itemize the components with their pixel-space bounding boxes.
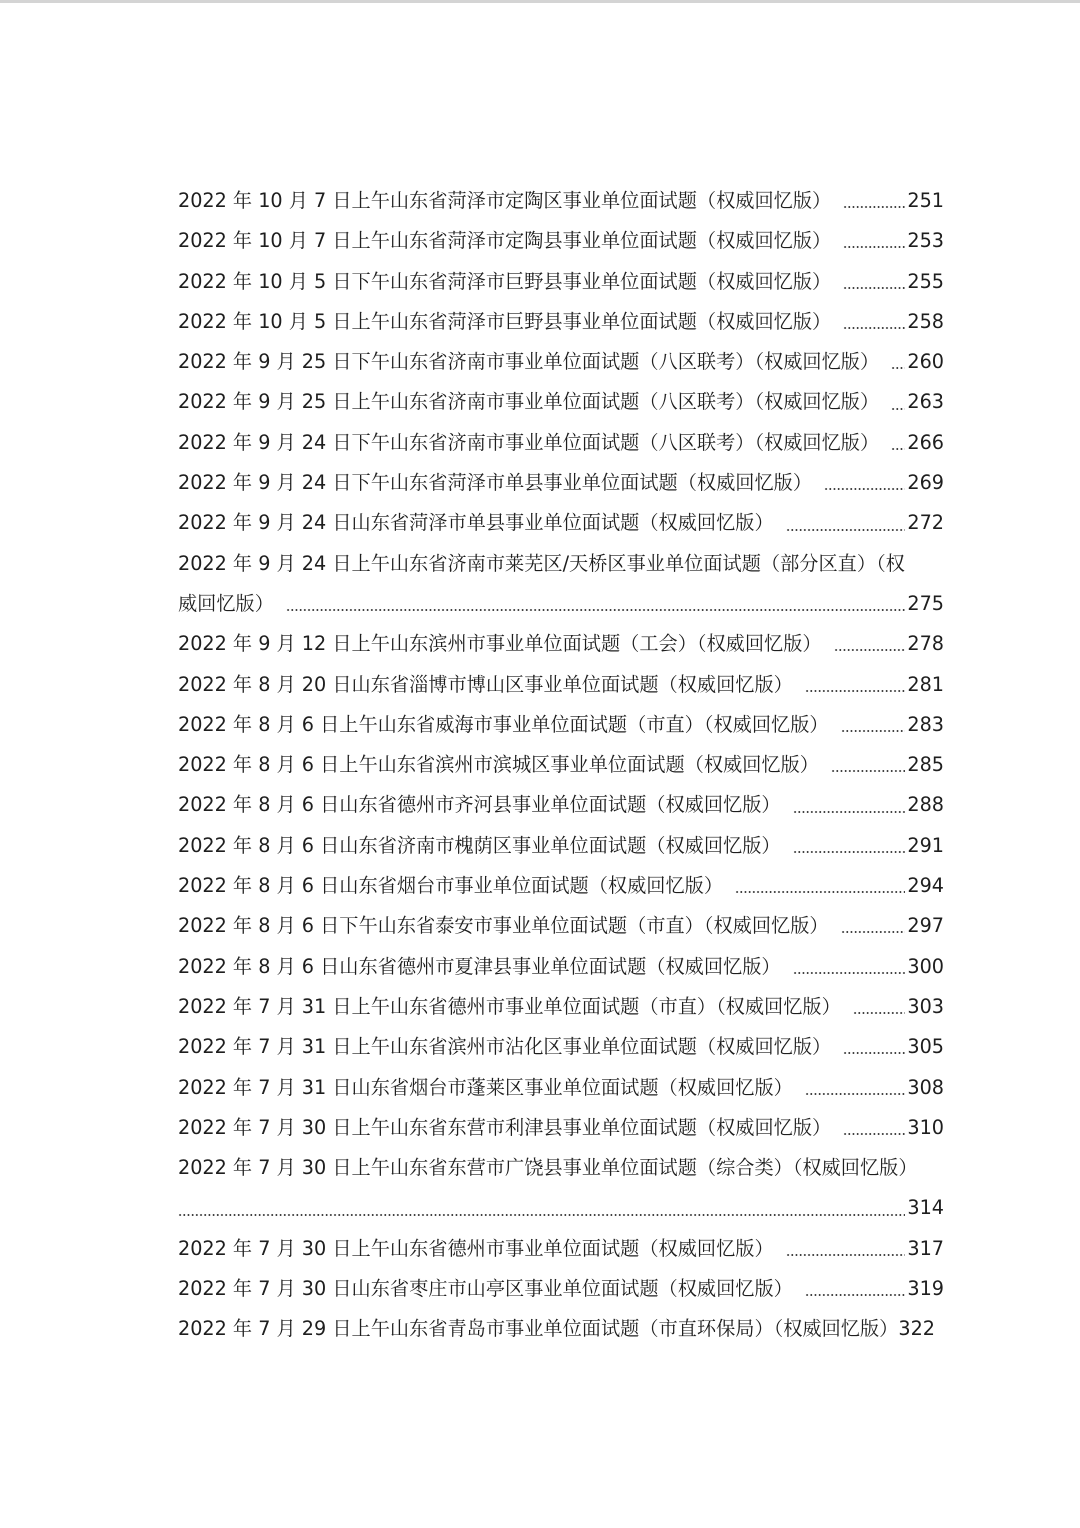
toc-entry-page-number: 310 <box>907 1115 944 1139</box>
dot-leader <box>805 1089 906 1099</box>
dot-leader <box>843 1048 905 1058</box>
toc-entry[interactable] <box>178 745 944 785</box>
toc-entry[interactable] <box>178 221 944 261</box>
toc-entry[interactable] <box>178 1309 944 1349</box>
toc-line <box>178 1068 944 1108</box>
toc-line <box>178 544 944 584</box>
toc-entry[interactable] <box>178 1068 944 1108</box>
toc-entry-title: 2022 年 8 月 6 日山东省德州市齐河县事业单位面试题（权威回忆版） <box>178 793 781 817</box>
toc-entry-title: 2022 年 9 月 24 日上午山东省济南市莱芜区/天桥区事业单位面试题（部分区直）（权 <box>178 551 905 575</box>
toc-entry[interactable] <box>178 1108 944 1148</box>
toc-entry[interactable] <box>178 262 944 302</box>
toc-line <box>178 382 944 422</box>
toc-entry[interactable] <box>178 665 944 705</box>
dot-leader <box>891 404 905 414</box>
toc-entry[interactable] <box>178 544 944 625</box>
dot-leader <box>843 323 905 333</box>
toc-line <box>178 1108 944 1148</box>
toc-line <box>178 624 944 664</box>
toc-entry-title: 2022 年 8 月 6 日山东省烟台市事业单位面试题（权威回忆版） <box>178 874 724 898</box>
dot-leader <box>834 645 906 655</box>
toc-entry-title: 2022 年 8 月 6 日上午山东省威海市事业单位面试题（市直）（权威回忆版） <box>178 712 829 736</box>
toc-entry-page-number: 297 <box>907 914 944 938</box>
toc-entry-title: 2022 年 7 月 30 日上午山东省德州市事业单位面试题（权威回忆版） <box>178 1236 774 1260</box>
toc-entry-title: 2022 年 9 月 24 日山东省菏泽市单县事业单位面试题（权威回忆版） <box>178 511 774 535</box>
dot-leader <box>793 968 906 978</box>
toc-entry-title: 2022 年 10 月 5 日下午山东省菏泽市巨野县事业单位面试题（权威回忆版） <box>178 269 832 293</box>
toc-entry[interactable] <box>178 705 944 745</box>
toc-entry-page-number: 281 <box>907 672 944 696</box>
toc-entry-page-number: 260 <box>907 350 944 374</box>
toc-line <box>178 866 944 906</box>
toc-entry-page-number: 272 <box>907 511 944 535</box>
dot-leader <box>786 525 906 535</box>
toc-entry[interactable] <box>178 826 944 866</box>
toc-line <box>178 785 944 825</box>
toc-entry-page-number: 314 <box>907 1196 944 1220</box>
toc-line <box>178 1229 944 1269</box>
toc-entry[interactable] <box>178 463 944 503</box>
toc-entry-page-number: 294 <box>907 874 944 898</box>
toc-line <box>178 745 944 785</box>
toc-line <box>178 262 944 302</box>
toc-entry-title: 2022 年 9 月 24 日下午山东省菏泽市单县事业单位面试题（权威回忆版） <box>178 471 813 495</box>
toc-line <box>178 665 944 705</box>
toc-entry-page-number: 291 <box>907 833 944 857</box>
toc-line <box>178 503 944 543</box>
toc-entry-page-number: 303 <box>907 994 944 1018</box>
toc-line <box>178 1027 944 1067</box>
toc-entry-page-number: 300 <box>907 954 944 978</box>
toc-entry[interactable] <box>178 906 944 946</box>
toc-entry-title: 2022 年 9 月 24 日下午山东省济南市事业单位面试题（八区联考）（权威回忆版） <box>178 430 880 454</box>
toc-line-continuation <box>178 1188 944 1228</box>
toc-entry-title: 2022 年 10 月 5 日上午山东省菏泽市巨野县事业单位面试题（权威回忆版） <box>178 309 832 333</box>
toc-entry[interactable] <box>178 987 944 1027</box>
dot-leader <box>805 1290 906 1300</box>
toc-line <box>178 1269 944 1309</box>
dot-leader <box>891 444 905 454</box>
toc-entry-title: 2022 年 10 月 7 日上午山东省菏泽市定陶区事业单位面试题（权威回忆版） <box>178 189 832 212</box>
dot-leader <box>178 1210 905 1220</box>
toc-line <box>178 423 944 463</box>
toc-entry[interactable] <box>178 866 944 906</box>
toc-entry[interactable] <box>178 1027 944 1067</box>
toc-entry[interactable] <box>178 423 944 463</box>
toc-entry-title: 2022 年 7 月 30 日上午山东省东营市广饶县事业单位面试题（综合类）（权威回忆版） <box>178 1156 918 1180</box>
toc-entry-page-number: 275 <box>907 591 944 615</box>
toc-line <box>178 221 944 261</box>
toc-entry-page-number: 253 <box>907 229 944 253</box>
dot-leader <box>793 847 906 857</box>
dot-leader <box>843 202 905 212</box>
toc-entry-page-number: 278 <box>907 632 944 656</box>
toc-entry-page-number: 251 <box>907 189 944 212</box>
toc-entry-title: 2022 年 8 月 6 日山东省济南市槐荫区事业单位面试题（权威回忆版） <box>178 833 781 857</box>
toc-entry-title: 2022 年 7 月 31 日上午山东省德州市事业单位面试题（市直）（权威回忆版） <box>178 994 841 1018</box>
table-of-contents <box>178 181 944 1350</box>
toc-entry[interactable] <box>178 785 944 825</box>
toc-entry-page-number: 255 <box>907 269 944 293</box>
toc-line <box>178 181 944 221</box>
toc-entry[interactable] <box>178 947 944 987</box>
toc-entry[interactable] <box>178 1148 944 1229</box>
toc-entry-page-number: 317 <box>907 1236 944 1260</box>
dot-leader <box>853 1008 906 1018</box>
toc-entry[interactable] <box>178 1269 944 1309</box>
toc-entry[interactable] <box>178 342 944 382</box>
toc-entry-page-number: 269 <box>907 471 944 495</box>
dot-leader <box>805 686 906 696</box>
toc-entry[interactable] <box>178 302 944 342</box>
toc-entry-title: 2022 年 10 月 7 日上午山东省菏泽市定陶县事业单位面试题（权威回忆版） <box>178 229 832 253</box>
toc-entry-title-continuation: 威回忆版） <box>178 591 274 615</box>
toc-entry-title: 2022 年 8 月 6 日下午山东省泰安市事业单位面试题（市直）（权威回忆版） <box>178 914 829 938</box>
dot-leader <box>286 605 905 615</box>
dot-leader <box>793 807 906 817</box>
toc-entry-title: 2022 年 7 月 30 日上午山东省东营市利津县事业单位面试题（权威回忆版） <box>178 1115 832 1139</box>
toc-entry[interactable] <box>178 382 944 422</box>
toc-entry-title: 2022 年 9 月 25 日下午山东省济南市事业单位面试题（八区联考）（权威回忆版） <box>178 350 880 374</box>
dot-leader <box>824 484 905 494</box>
toc-entry-page-number: 305 <box>907 1035 944 1059</box>
dot-leader <box>735 887 905 897</box>
toc-entry-title: 2022 年 7 月 31 日上午山东省滨州市沾化区事业单位面试题（权威回忆版） <box>178 1035 832 1059</box>
toc-entry-title: 2022 年 7 月 29 日上午山东省青岛市事业单位面试题（市直环保局）（权威回忆版） <box>178 1317 899 1341</box>
dot-leader <box>843 1129 905 1139</box>
toc-entry[interactable] <box>178 181 944 221</box>
toc-entry[interactable] <box>178 1229 944 1269</box>
toc-entry-title: 2022 年 8 月 6 日山东省德州市夏津县事业单位面试题（权威回忆版） <box>178 954 781 978</box>
dot-leader <box>841 726 906 736</box>
toc-entry-page-number: 266 <box>907 430 944 454</box>
toc-line <box>178 826 944 866</box>
toc-line <box>178 705 944 745</box>
toc-line <box>178 906 944 946</box>
toc-entry-page-number: 322 <box>898 1317 935 1341</box>
toc-line <box>178 1309 978 1349</box>
dot-leader <box>891 363 905 373</box>
toc-line <box>178 342 944 382</box>
toc-entry-title: 2022 年 8 月 6 日上午山东省滨州市滨城区事业单位面试题（权威回忆版） <box>178 753 819 777</box>
dot-leader <box>786 1250 906 1260</box>
toc-line <box>178 1148 944 1188</box>
toc-entry-page-number: 258 <box>907 309 944 333</box>
toc-entry-page-number: 288 <box>907 793 944 817</box>
toc-entry-title: 2022 年 7 月 30 日山东省枣庄市山亭区事业单位面试题（权威回忆版） <box>178 1277 793 1301</box>
dot-leader <box>843 283 905 293</box>
toc-line <box>178 987 944 1027</box>
toc-entry-page-number: 285 <box>907 753 944 777</box>
top-border <box>0 0 1080 3</box>
toc-entry-page-number: 263 <box>907 390 944 414</box>
toc-entry[interactable] <box>178 503 944 543</box>
dot-leader <box>831 766 905 776</box>
toc-line <box>178 947 944 987</box>
toc-entry[interactable] <box>178 624 944 664</box>
toc-line <box>178 463 944 503</box>
toc-entry-title: 2022 年 8 月 20 日山东省淄博市博山区事业单位面试题（权威回忆版） <box>178 672 793 696</box>
toc-line-continuation <box>178 584 944 624</box>
toc-entry-title: 2022 年 9 月 25 日上午山东省济南市事业单位面试题（八区联考）（权威回忆版） <box>178 390 880 414</box>
toc-entry-title: 2022 年 7 月 31 日山东省烟台市蓬莱区事业单位面试题（权威回忆版） <box>178 1075 793 1099</box>
toc-line <box>178 302 944 342</box>
dot-leader <box>843 242 905 252</box>
toc-entry-title: 2022 年 9 月 12 日上午山东滨州市事业单位面试题（工会）（权威回忆版） <box>178 632 822 656</box>
toc-entry-page-number: 319 <box>907 1277 944 1301</box>
toc-entry-page-number: 308 <box>907 1075 944 1099</box>
dot-leader <box>841 927 906 937</box>
toc-entry-page-number: 283 <box>907 712 944 736</box>
